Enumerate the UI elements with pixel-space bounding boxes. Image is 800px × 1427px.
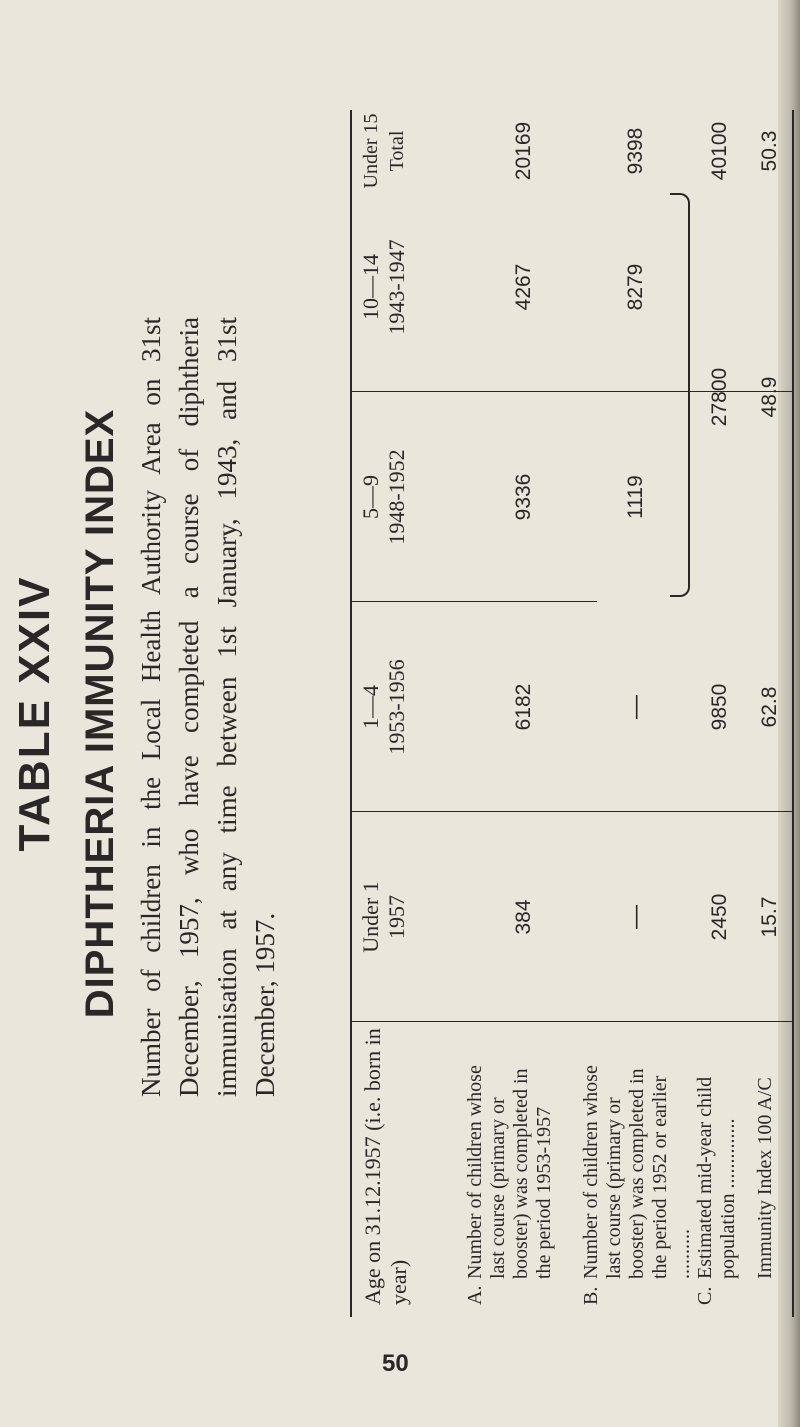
immunity-table xyxy=(350,110,794,1317)
cell-c-1-4: 9850 xyxy=(708,683,731,731)
row-text: Number of children whose last course (primary or booster) was completed in the period 1953-1957 xyxy=(464,1065,555,1279)
col-header-age: 5—9 xyxy=(358,475,383,519)
row-text: Estimated mid-year child population .............. xyxy=(694,1076,739,1279)
cell-b-under1: — xyxy=(622,905,649,929)
row-b-label xyxy=(580,1045,694,1305)
col-header-year: Total xyxy=(386,130,408,172)
col-header-year: 1948-1952 xyxy=(384,449,409,545)
col-header-year: 1943-1947 xyxy=(384,239,409,335)
table-caption: Number of children in the Local Health Authority Area on 31st December, 1957, who have completed a course of diphtheria immunisation at any time between 1st January, 1943, and 31st December, 1957. xyxy=(136,317,280,1097)
cell-a-under1: 384 xyxy=(512,899,535,935)
row-c-label xyxy=(694,1045,744,1305)
row-text: Number of children whose last course (primary or booster) was completed in the period 1952 or earlier .......... xyxy=(580,1065,694,1279)
col-header-1-4 xyxy=(358,602,448,812)
cell-index-5-14: 48.9 xyxy=(758,376,781,418)
col-header-age: 10—14 xyxy=(358,254,383,320)
cell-index-1-4: 62.8 xyxy=(758,686,781,728)
page-number: 50 xyxy=(382,1350,409,1377)
col-header-age: 1—4 xyxy=(358,685,383,729)
row-letter: A. xyxy=(464,1285,486,1305)
cell-c-total: 40100 xyxy=(708,121,731,181)
col-header-5-9 xyxy=(358,392,448,602)
row-index-label xyxy=(754,1045,784,1305)
cell-a-1-4: 6182 xyxy=(512,683,535,731)
cell-b-10-14: 8279 xyxy=(624,263,647,311)
col-header-under1 xyxy=(358,812,448,1022)
cell-c-under1: 2450 xyxy=(708,893,731,941)
table-subtitle: DIPHTHERIA IMMUNITY INDEX xyxy=(78,408,122,1019)
col-header-year: 1953-1956 xyxy=(384,659,409,755)
cell-index-total: 50.3 xyxy=(758,130,781,172)
table-title: TABLE XXIV xyxy=(10,575,59,852)
col-header-age: Under 15 xyxy=(360,113,382,189)
cell-b-total: 9398 xyxy=(624,127,647,175)
row-header-label xyxy=(360,1025,412,1305)
cell-b-5-9: 1119 xyxy=(624,475,647,519)
row-a-label xyxy=(464,1045,576,1305)
col-header-age: Under 1 xyxy=(358,881,383,953)
col-header-10-14 xyxy=(358,182,448,392)
row-text: Immunity Index 100 A/C xyxy=(754,1077,776,1279)
row-letter: B. xyxy=(580,1286,602,1305)
col-header-total xyxy=(358,110,448,192)
cell-a-10-14: 4267 xyxy=(512,263,535,311)
cell-a-5-9: 9336 xyxy=(512,473,535,521)
row-header-text: Age on 31.12.1957 (i.e. born in year) xyxy=(360,1028,411,1305)
combined-bracket xyxy=(670,193,690,597)
col-header-year: 1957 xyxy=(384,895,409,939)
cell-index-under1: 15.7 xyxy=(758,896,781,938)
cell-a-total: 20169 xyxy=(512,121,535,181)
cell-c-5-14: 27800 xyxy=(708,367,731,427)
row-letter: C. xyxy=(694,1286,716,1305)
cell-b-1-4: — xyxy=(622,695,649,719)
